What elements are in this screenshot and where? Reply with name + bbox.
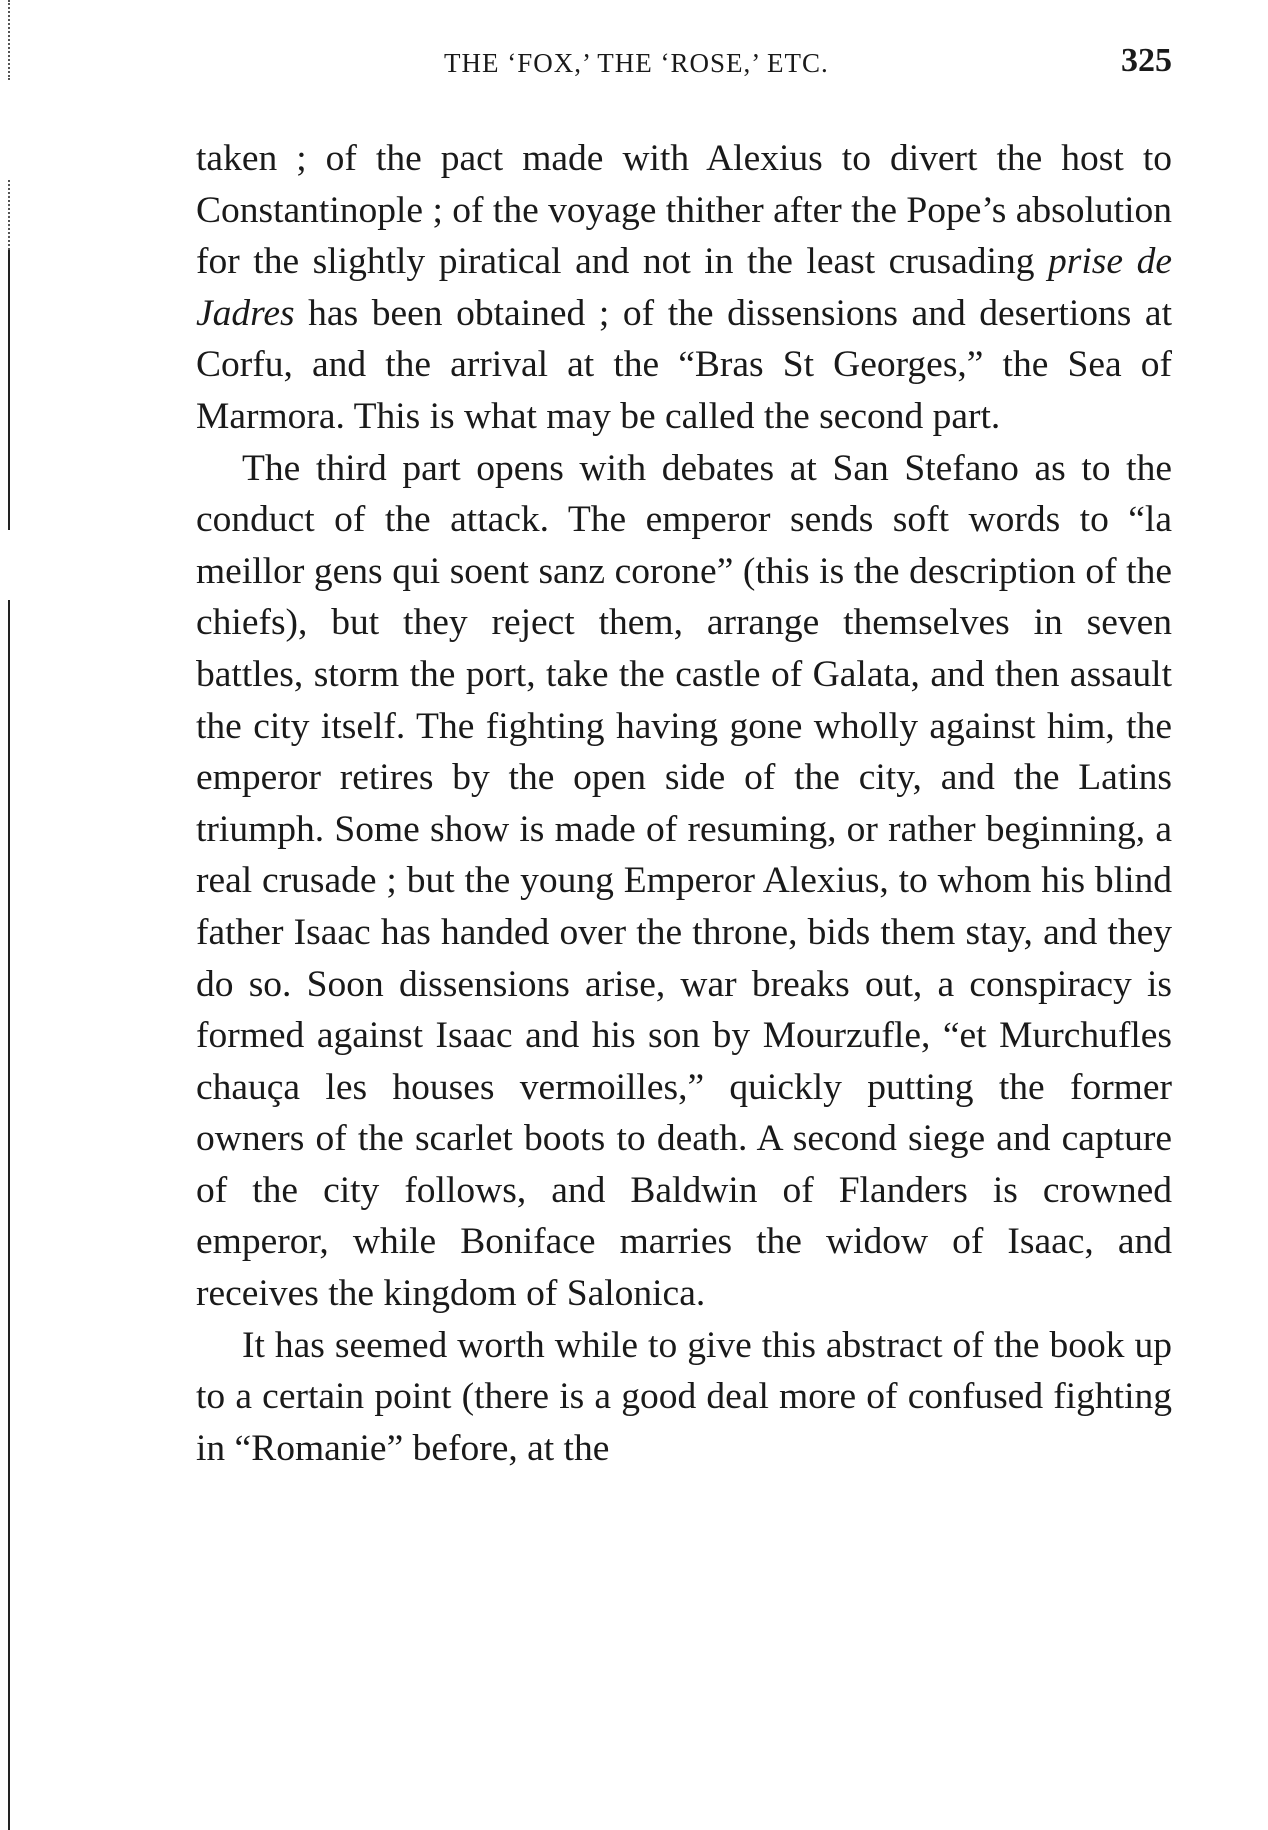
body-text bbox=[196, 133, 1172, 1474]
paragraph: The third part opens with debates at San Stefano as to the conduct of the attack. The emperor sends soft words to “la meillor gens qui soent sanz corone” (this is the description of the chiefs), but they reject them, arrange themselves in seven battles, storm the port, take the castle of Galata, and then assault the city itself. The fighting having gone wholly against him, the emperor retires by the open side of the city, and the Latins triumph. Some show is made of resuming, or rather beginning, a real crusade ; but the young Emperor Alexius, to whom his blind father Isaac has handed over the throne, bids them stay, and they do so. Soon dissensions arise, war breaks out, a conspiracy is formed against Isaac and his son by Mourzufle, “et Murchufles chauça les houses vermoilles,” quickly putting the former owners of the scarlet boots to death. A second siege and capture of the city follows, and Baldwin of Flanders is crowned emperor, while Boniface marries the widow of Isaac, and receives the kingdom of Salonica. bbox=[196, 447, 1172, 1315]
paragraph: taken ; of the pact made with Alexius to divert the host to Constantinople ; of the voyage thither after the Pope’s absolution for the slightly piratical and not in the least crusading prise de Jadres has been obtained ; of the dissensions and desertions at Corfu, and the arrival at the “Bras St Georges,” the Sea of Marmora. This is what may be called the second part. bbox=[196, 138, 1172, 437]
running-head: THE ‘FOX,’ THE ‘ROSE,’ ETC. bbox=[444, 48, 829, 78]
paragraph: It has seemed worth while to give this abstract of the book up to a certain point (there is a good deal more of confused fighting in “Romanie” before, at the bbox=[196, 1324, 1172, 1469]
scan-gutter-marks bbox=[8, 180, 12, 250]
italic-phrase: prise de Jadres bbox=[196, 241, 1172, 334]
page-number: 325 bbox=[1121, 42, 1172, 79]
scan-gutter-marks bbox=[8, 0, 12, 80]
scan-gutter-line bbox=[8, 600, 10, 1830]
page-header bbox=[194, 40, 1172, 100]
scan-gutter-line bbox=[8, 250, 10, 530]
